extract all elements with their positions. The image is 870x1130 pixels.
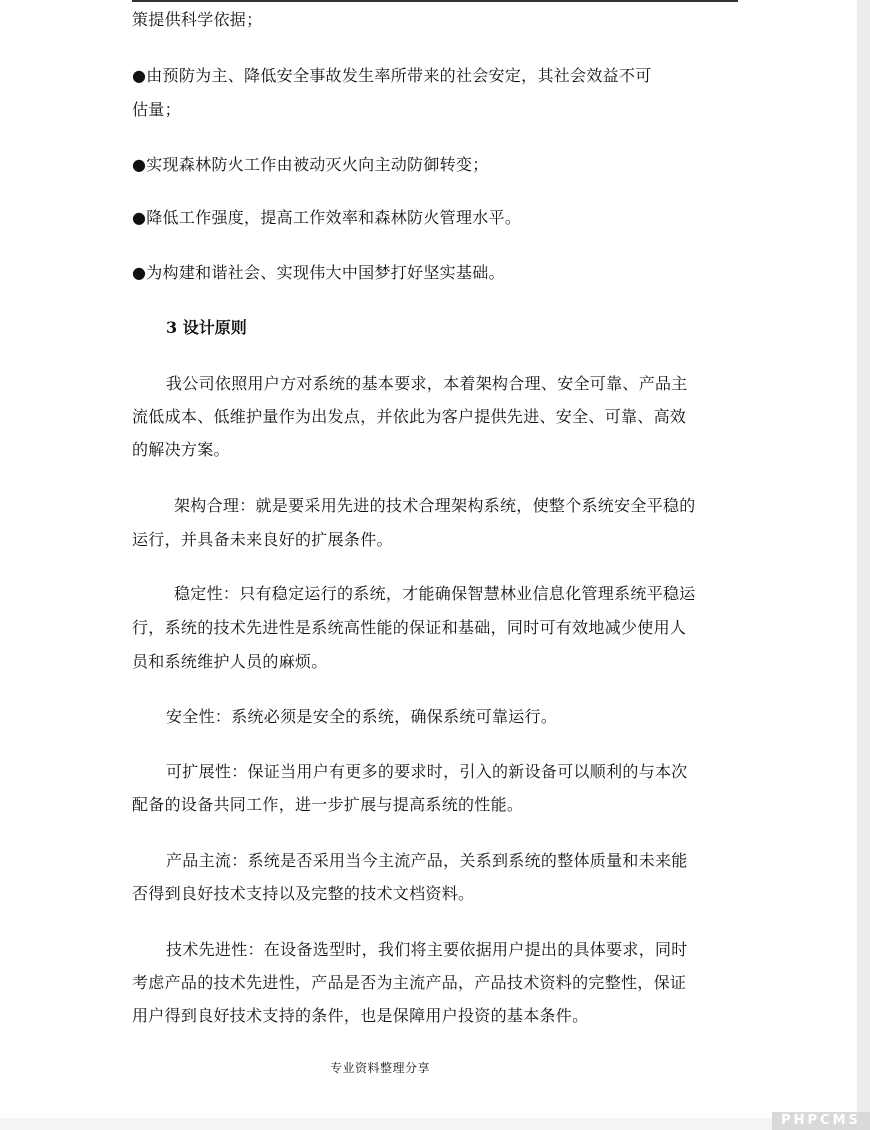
page-footer: 专业资料整理分享 bbox=[329, 1061, 430, 1075]
paragraph-line: 我公司依照用户方对系统的基本要求，本着架构合理、安全可靠、产品主 bbox=[166, 374, 688, 393]
paragraph-line: 技术先进性：在设备选型时，我们将主要依据用户提出的具体要求，同时 bbox=[166, 940, 688, 959]
paragraph-line: 的解决方案。 bbox=[132, 440, 230, 459]
paragraph-line: 流低成本、低维护量作为出发点，并依此为客户提供先进、安全、可靠、高效 bbox=[132, 407, 687, 426]
bullet-continuation: 估量； bbox=[132, 100, 181, 119]
paragraph-line: 可扩展性：保证当用户有更多的要求时，引入的新设备可以顺利的与本次 bbox=[166, 762, 688, 781]
paragraph-line: 员和系统维护人员的麻烦。 bbox=[132, 652, 328, 671]
watermark-logo: PHPCMS bbox=[772, 1112, 870, 1130]
paragraph-line: 否得到良好技术支持以及完整的技术文档资料。 bbox=[132, 884, 475, 903]
page-top-rule bbox=[132, 0, 738, 2]
paragraph-line: 安全性：系统必须是安全的系统，确保系统可靠运行。 bbox=[166, 707, 558, 726]
viewer-bottom-margin bbox=[0, 1118, 870, 1130]
bullet-item: ●由预防为主、降低安全事故发生率所带来的社会安定，其社会效益不可 bbox=[132, 66, 652, 85]
bullet-item: ●为构建和谐社会、实现伟大中国梦打好坚实基础。 bbox=[132, 263, 505, 282]
paragraph-line: 稳定性：只有稳定运行的系统，才能确保智慧林业信息化管理系统平稳运 bbox=[174, 584, 696, 603]
bullet-item: ●实现森林防火工作由被动灭火向主动防御转变； bbox=[132, 155, 489, 174]
paragraph-line: 行，系统的技术先进性是系统高性能的保证和基础，同时可有效地减少使用人 bbox=[132, 618, 687, 637]
paragraph-line: 配备的设备共同工作，进一步扩展与提高系统的性能。 bbox=[132, 795, 524, 814]
paragraph-line: 架构合理：就是要采用先进的技术合理架构系统，使整个系统安全平稳的 bbox=[174, 496, 696, 515]
paragraph-line: 用户得到良好技术支持的条件，也是保障用户投资的基本条件。 bbox=[132, 1006, 589, 1025]
paragraph-line: 考虑产品的技术先进性，产品是否为主流产品，产品技术资料的完整性，保证 bbox=[132, 973, 687, 992]
text-line: 策提供科学依据； bbox=[132, 10, 263, 29]
bullet-item: ●降低工作强度，提高工作效率和森林防火管理水平。 bbox=[132, 208, 522, 227]
paragraph-line: 运行，并具备未来良好的扩展条件。 bbox=[132, 530, 393, 549]
section-heading: 3 设计原则 bbox=[166, 318, 247, 337]
paragraph-line: 产品主流：系统是否采用当今主流产品，关系到系统的整体质量和未来能 bbox=[166, 851, 688, 870]
viewer-margin bbox=[857, 0, 870, 1130]
